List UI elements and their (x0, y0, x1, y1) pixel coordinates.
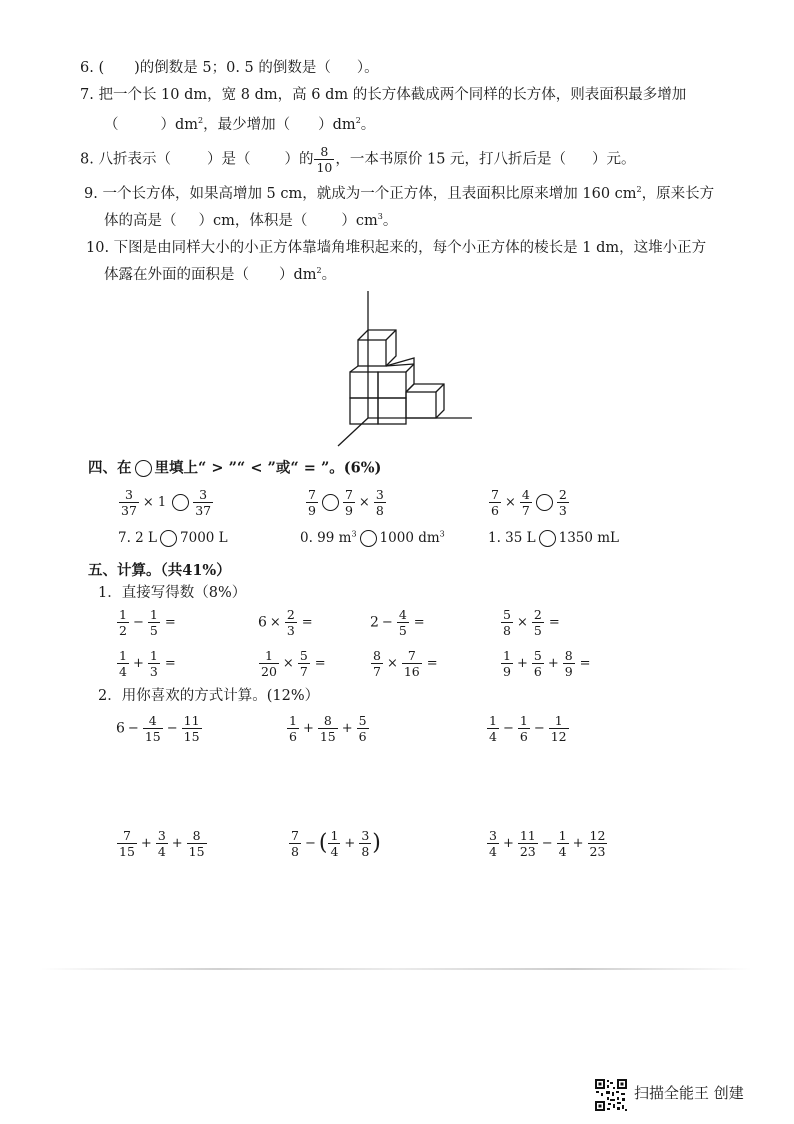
cube-stack-figure (330, 288, 480, 448)
answer-circle[interactable] (536, 494, 553, 511)
question-9-line2: 体的高是（ ）cm，体积是（ ）$cm^3$。 (104, 212, 398, 229)
compare-item-5: 0. 99 $m^3$ 1000 $dm^3$ (300, 529, 445, 546)
calc-1-4: $\frac{5}{8}$ × $\frac{2}{5}$ = (503, 607, 560, 639)
calc-1-8: $\frac{1}{9}$ + $\frac{5}{6}$ + $\frac{8}{9}$ = (503, 648, 591, 680)
compare-circle-icon (135, 460, 152, 477)
calc-2-4: $\frac{7}{15}$ + $\frac{3}{4}$ + $\frac{8}{15}$ (119, 828, 205, 860)
answer-circle[interactable] (172, 494, 189, 511)
compare-item-2: $\frac{7}{9}$ $\frac{7}{9}$ × $\frac{3}{8}$ (308, 487, 384, 519)
calc-1-3: 2 − $\frac{4}{5}$ = (370, 607, 425, 639)
compare-item-4: 7. 2 L 7000 L (118, 529, 228, 546)
question-7-line1: 7. 把一个长 10 dm，宽 8 dm，高 6 dm 的长方体截成两个同样的长方体，则表面积最多增加 (80, 87, 687, 103)
calc-1-1: $\frac{1}{2}$ − $\frac{1}{5}$ = (119, 607, 176, 639)
section-5-title: 五、计算。（共41%） (88, 562, 231, 579)
question-10-line1: 10. 下图是由同样大小的小正方体靠墙角堆积起来的，每个小正方体的棱长是 1 dm，这堆小正方 (86, 240, 707, 256)
section-4-title: 四、在 里填上“ > ”“ < ”或“ = ”。(6%) (88, 459, 382, 477)
calc-1-7: $\frac{8}{7}$ × $\frac{7}{16}$ = (373, 648, 438, 680)
question-10-line2: 体露在外面的面积是（ ）$dm^2$。 (104, 266, 337, 283)
scanner-watermark: 扫描全能王 创建 (634, 1084, 744, 1102)
question-9-line1: 9. 一个长方体，如果高增加 5 cm，就成为一个正方体，且表面积比原来增加 160 $cm^2$，原来长方 (84, 185, 715, 202)
answer-circle[interactable] (360, 530, 377, 547)
question-6: 6. ( )的倒数是 5；0. 5 的倒数是（ ）。 (80, 60, 379, 76)
calc-2-6: $\frac{3}{4}$ + $\frac{11}{23}$ − $\frac{1}{4}$ + $\frac{12}{23}$ (489, 828, 606, 860)
calc-1-2: 6 × $\frac{2}{3}$ = (258, 607, 313, 639)
calc-2-1: 6 − $\frac{4}{15}$ − $\frac{11}{15}$ (116, 713, 200, 745)
calc-1-6: $\frac{1}{20}$ × $\frac{5}{7}$ = (261, 648, 326, 680)
page-divider (40, 968, 752, 970)
compare-item-3: $\frac{7}{6}$ × $\frac{4}{7}$ $\frac{2}{3}$ (491, 487, 567, 519)
qr-code-icon (594, 1078, 628, 1112)
answer-circle[interactable] (322, 494, 339, 511)
fraction-8-10: $\frac{8}{10}$ (316, 144, 333, 176)
question-8: 8. 八折表示（ ）是（ ）的 $\frac{8}{10}$ ，一本书原价 15 元，打八折后是（ ）元。 (80, 144, 636, 176)
section-5-part-1: 1．直接写得数（8%） (98, 585, 247, 601)
compare-item-6: 1. 35 L 1350 mL (488, 529, 620, 546)
calc-2-2: $\frac{1}{6}$ + $\frac{8}{15}$ + $\frac{5}{6}$ (289, 713, 367, 745)
answer-circle[interactable] (539, 530, 556, 547)
calc-1-5: $\frac{1}{4}$ + $\frac{1}{3}$ = (119, 648, 176, 680)
answer-circle[interactable] (160, 530, 177, 547)
question-7-line2: （ ）$dm^2$，最少增加（ ）$dm^2$。 (104, 116, 376, 133)
calc-2-3: $\frac{1}{4}$ − $\frac{1}{6}$ − $\frac{1}{12}$ (489, 713, 567, 745)
section-5-part-2: 2．用你喜欢的方式计算。(12%） (98, 688, 320, 704)
compare-item-1: $\frac{3}{37}$ × 1 $\frac{3}{37}$ (121, 487, 212, 519)
calc-2-5: $\frac{7}{8}$ − ( $\frac{1}{4}$ + $\frac{3}{8}$ ) (291, 828, 381, 860)
